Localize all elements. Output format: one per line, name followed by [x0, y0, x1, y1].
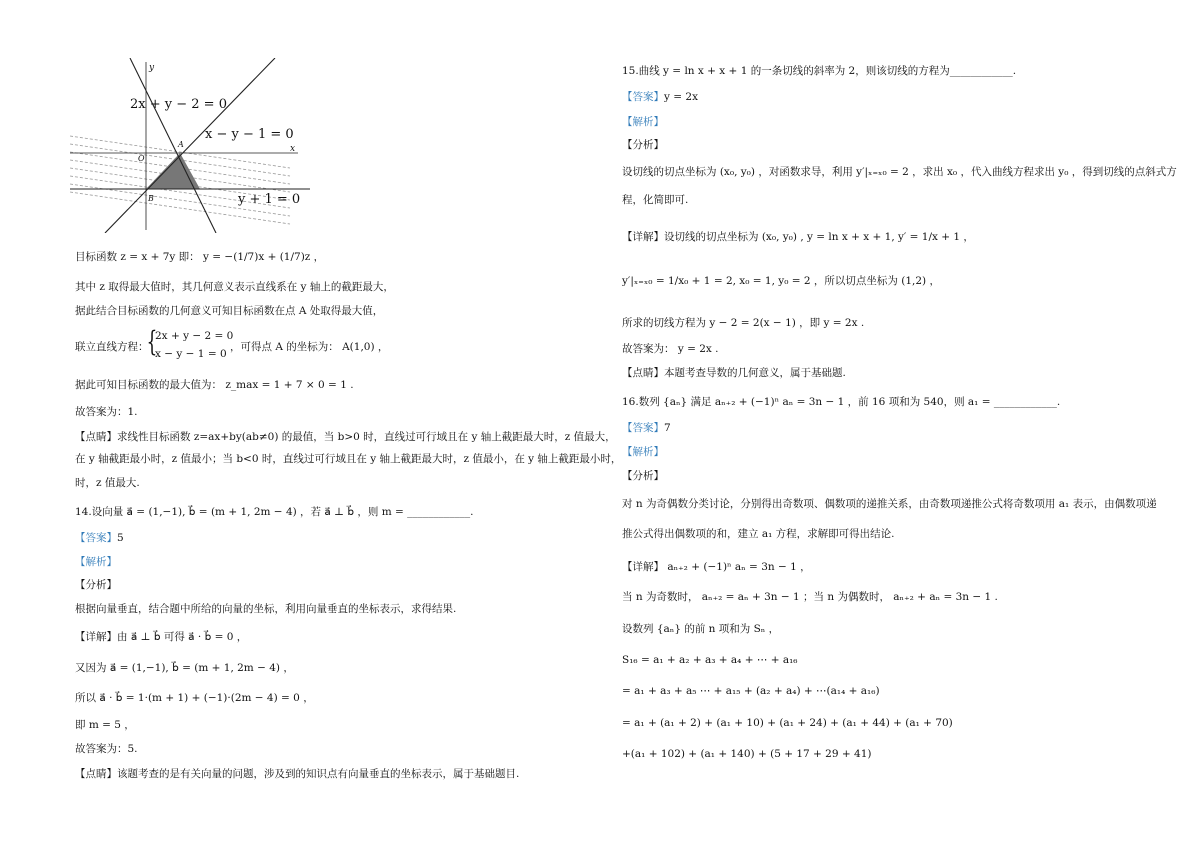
step-14-3: 即 m = 5 ，: [75, 719, 135, 731]
fenxi-15-tag: 【分析】: [622, 139, 664, 151]
eq1-label: 2x + y − 2 = 0: [130, 97, 227, 112]
step-15-1: y′|ₓ₌ₓ₀ = 1/x₀ + 1 = 2, x₀ = 1, y₀ = 2 ，所以切点坐标为 (1,2) ，: [622, 275, 940, 287]
answer-16-value: 7: [664, 422, 671, 434]
analysis-15-tag: 【解析】: [622, 116, 664, 128]
point-A-label: A: [178, 140, 184, 149]
detail-15: 【详解】设切线的切点坐标为 (x₀, y₀) , y = ln x + x + 1, y′ = 1/x + 1 ，: [622, 231, 974, 243]
question-16: 16.数列 {aₙ} 满足 aₙ₊₂ + (−1)ⁿ aₙ = 3n − 1 ，前 16 项和为 540，则 a₁ = ____________.: [622, 396, 1061, 408]
step-16-4: = a₁ + a₃ + a₅ ⋯ + a₁₅ + (a₂ + a₄) + ⋯(a₁₄ + a₁₆): [622, 685, 880, 697]
answer-15-tag: 【答案】: [622, 91, 664, 103]
eq2-label: x − y − 1 = 0: [205, 127, 294, 142]
eq3-label: y + 1 = 0: [238, 192, 301, 207]
step-16-6: +(a₁ + 102) + (a₁ + 140) + (5 + 17 + 29 + 41): [622, 748, 872, 760]
answer-15-value: y = 2x: [664, 91, 699, 103]
step-16-5: = a₁ + (a₁ + 2) + (a₁ + 10) + (a₁ + 24) + (a₁ + 44) + (a₁ + 70): [622, 717, 953, 729]
step-15-3: 故答案为： y = 2x .: [622, 343, 719, 355]
left-line-1: 目标函数 z = x + 7y 即： y = −(1/7)x + (1/7)z ，: [75, 251, 325, 263]
question-14: 14.设向量 a⃗ = (1,−1), b⃗ = (m + 1, 2m − 4) ，若 a⃗ ⊥ b⃗ ，则 m = ____________.: [75, 506, 474, 518]
system-result: ，可得点 A 的坐标为： A(1,0) ，: [230, 341, 389, 353]
fenxi-tag: 【分析】: [75, 579, 117, 591]
left-line-2: 其中 z 取得最大值时，其几何意义表示直线系在 y 轴上的截距最大，: [75, 281, 394, 293]
left-line-9: 时，z 值最大.: [75, 477, 140, 489]
line-2x-y-2: [130, 58, 216, 233]
answer-tag: 【答案】: [75, 532, 117, 544]
detail-16: 【详解】 aₙ₊₂ + (−1)ⁿ aₙ = 3n − 1 ，: [622, 561, 811, 573]
fenxi-15-a: 设切线的切点坐标为 (x₀, y₀) ，对函数求导，利用 y′|ₓ₌ₓ₀ = 2 ，求出 x₀ ，代入曲线方程求出 y₀ ，得到切线的点斜式方: [622, 166, 1177, 178]
fenxi-16-a: 对 n 为奇偶数分类讨论，分别得出奇数项、偶数项的递推关系，由奇数项递推公式将奇数项用 a₁ 表示，由偶数项递: [622, 498, 1157, 510]
origin-label: O: [138, 154, 145, 163]
answer-14: [75, 531, 124, 545]
step-16-1: 当 n 为奇数时， aₙ₊₂ = aₙ + 3n − 1 ；当 n 为偶数时， aₙ₊₂ + aₙ = 3n − 1 .: [622, 591, 998, 603]
answer-15: [622, 90, 698, 104]
question-15: 15.曲线 y = ln x + x + 1 的一条切线的斜率为 2，则该切线的方程为____________.: [622, 65, 1017, 77]
step-16-2: 设数列 {aₙ} 的前 n 项和为 Sₙ ，: [622, 623, 780, 635]
dianjing-14: 【点睛】该题考查的是有关向量的问题，涉及到的知识点有向量垂直的坐标表示，属于基础题目.: [75, 768, 520, 780]
left-line-3: 据此结合目标函数的几何意义可知目标函数在点 A 处取得最大值，: [75, 305, 384, 317]
analysis-tag: 【解析】: [75, 556, 117, 568]
dianjing-15: 【点睛】本题考查导数的几何意义，属于基础题.: [622, 367, 846, 379]
point-B-label: B: [148, 194, 154, 203]
step-14-1: 又因为 a⃗ = (1,−1), b⃗ = (m + 1, 2m − 4) ，: [75, 662, 294, 674]
fenxi-15-b: 程，化简即可.: [622, 194, 689, 206]
step-14-2: 所以 a⃗ · b⃗ = 1·(m + 1) + (−1)·(2m − 4) = 0 ，: [75, 692, 314, 704]
fenxi-text: 根据向量垂直，结合题中所给的向量的坐标，利用向量垂直的坐标表示，求得结果.: [75, 603, 457, 615]
answer-value: 5: [117, 532, 124, 544]
step-16-3: S₁₆ = a₁ + a₂ + a₃ + a₄ + ⋯ + a₁₆: [622, 654, 798, 666]
fenxi-16-b: 推公式得出偶数项的和，建立 a₁ 方程，求解即可得出结论.: [622, 528, 895, 540]
answer-16-tag: 【答案】: [622, 422, 664, 434]
system-intro: 联立直线方程：: [75, 341, 149, 353]
left-line-6: 故答案为：1.: [75, 406, 138, 418]
system-eq-1: 2x + y − 2 = 0: [155, 330, 234, 342]
feasible-region-figure: [70, 58, 315, 233]
feasible-region-graph: [70, 58, 315, 233]
x-axis-label: x: [290, 144, 296, 154]
fenxi-16-tag: 【分析】: [622, 470, 664, 482]
left-line-7: 【点睛】求线性目标函数 z=ax+by(ab≠0) 的最值，当 b>0 时，直线过可行域且在 y 轴上截距最大时，z 值最大，: [75, 431, 616, 443]
detail-14: 【详解】由 a⃗ ⊥ b⃗ 可得 a⃗ · b⃗ = 0 ，: [75, 631, 248, 643]
left-line-8: 在 y 轴截距最小时，z 值最小；当 b<0 时，直线过可行域且在 y 轴上截距最大时，z 值最小，在 y 轴上截距最小时，: [75, 453, 622, 465]
answer-16: [622, 421, 671, 435]
y-axis-label: y: [149, 63, 155, 73]
brace-symbol: {: [146, 325, 158, 358]
step-15-2: 所求的切线方程为 y − 2 = 2(x − 1) ，即 y = 2x .: [622, 317, 865, 329]
step-14-4: 故答案为：5.: [75, 743, 138, 755]
system-eq-2: x − y − 1 = 0: [155, 348, 227, 360]
analysis-16-tag: 【解析】: [622, 446, 664, 458]
left-line-5: 据此可知目标函数的最大值为： z_max = 1 + 7 × 0 = 1 .: [75, 379, 354, 391]
